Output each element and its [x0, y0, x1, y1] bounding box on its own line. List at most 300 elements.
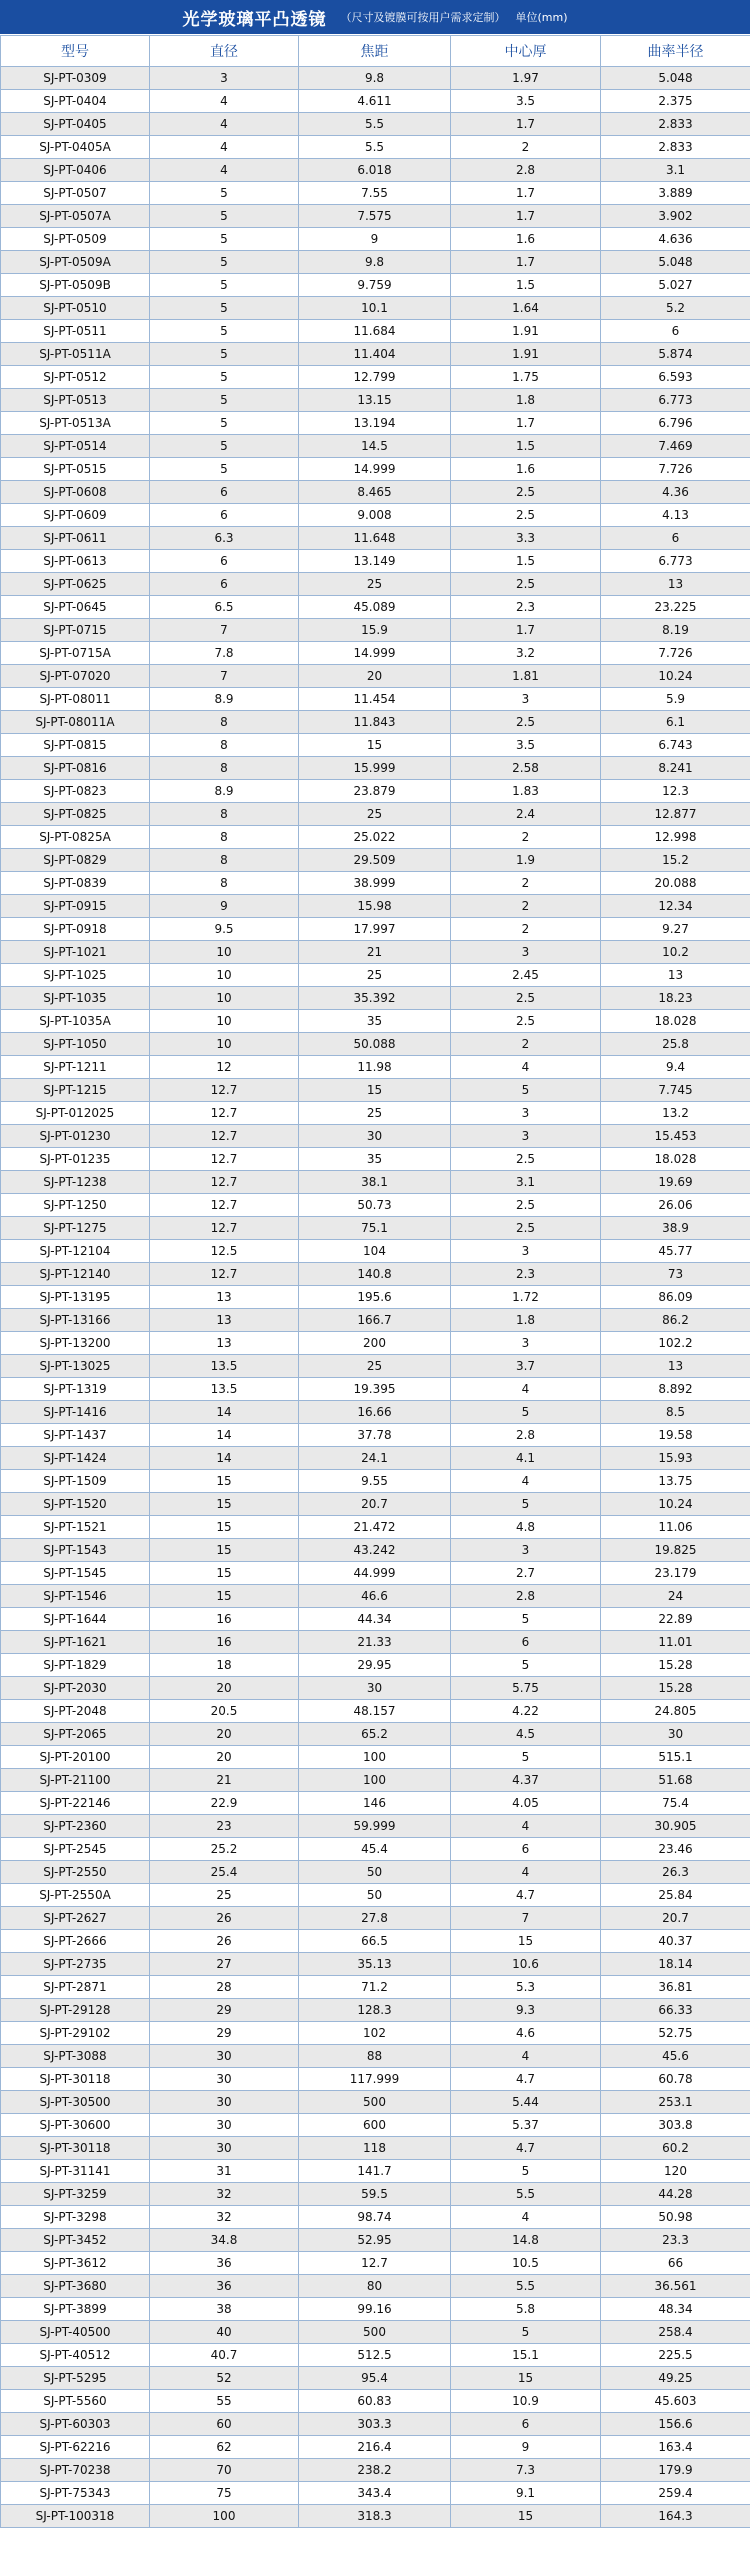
- cell-diameter: 15: [150, 1562, 299, 1585]
- cell-radius: 48.34: [601, 2298, 750, 2321]
- table-row: [1, 941, 750, 964]
- cell-center-thickness: 1.97: [451, 67, 601, 90]
- table-row: [1, 1654, 750, 1677]
- cell-focal-length: 9.8: [299, 251, 451, 274]
- title-bar: [0, 0, 750, 35]
- cell-model: SJ-PT-1829: [1, 1654, 150, 1677]
- cell-diameter: 75: [150, 2482, 299, 2505]
- cell-focal-length: 44.34: [299, 1608, 451, 1631]
- cell-focal-length: 9.55: [299, 1470, 451, 1493]
- table-row: [1, 1401, 750, 1424]
- table-row: [1, 1792, 750, 1815]
- cell-center-thickness: 3.3: [451, 527, 601, 550]
- cell-center-thickness: 2.8: [451, 1585, 601, 1608]
- cell-diameter: 5: [150, 274, 299, 297]
- cell-center-thickness: 9.1: [451, 2482, 601, 2505]
- cell-model: SJ-PT-62216: [1, 2436, 150, 2459]
- cell-radius: 10.24: [601, 665, 750, 688]
- cell-model: SJ-PT-01230: [1, 1125, 150, 1148]
- cell-diameter: 12.7: [150, 1148, 299, 1171]
- cell-center-thickness: 1.64: [451, 297, 601, 320]
- cell-model: SJ-PT-2545: [1, 1838, 150, 1861]
- cell-model: SJ-PT-5295: [1, 2367, 150, 2390]
- cell-focal-length: 88: [299, 2045, 451, 2068]
- cell-center-thickness: 1.81: [451, 665, 601, 688]
- cell-focal-length: 6.018: [299, 159, 451, 182]
- cell-center-thickness: 2.5: [451, 987, 601, 1010]
- cell-model: SJ-PT-0404: [1, 90, 150, 113]
- cell-radius: 8.892: [601, 1378, 750, 1401]
- cell-center-thickness: 3: [451, 1539, 601, 1562]
- cell-center-thickness: 10.9: [451, 2390, 601, 2413]
- cell-radius: 73: [601, 1263, 750, 1286]
- cell-center-thickness: 4.22: [451, 1700, 601, 1723]
- cell-focal-length: 37.78: [299, 1424, 451, 1447]
- cell-model: SJ-PT-21100: [1, 1769, 150, 1792]
- cell-center-thickness: 1.83: [451, 780, 601, 803]
- table-row: [1, 1769, 750, 1792]
- cell-focal-length: 95.4: [299, 2367, 451, 2390]
- cell-focal-length: 44.999: [299, 1562, 451, 1585]
- cell-radius: 36.81: [601, 1976, 750, 1999]
- cell-radius: 18.23: [601, 987, 750, 1010]
- cell-radius: 13: [601, 964, 750, 987]
- cell-diameter: 15: [150, 1470, 299, 1493]
- table-row: [1, 665, 750, 688]
- cell-center-thickness: 2.5: [451, 481, 601, 504]
- table-row: [1, 297, 750, 320]
- table-row: [1, 619, 750, 642]
- cell-radius: 253.1: [601, 2091, 750, 2114]
- cell-diameter: 12.7: [150, 1125, 299, 1148]
- cell-focal-length: 343.4: [299, 2482, 451, 2505]
- cell-diameter: 15: [150, 1493, 299, 1516]
- cell-focal-length: 21: [299, 941, 451, 964]
- cell-radius: 163.4: [601, 2436, 750, 2459]
- table-row: [1, 1033, 750, 1056]
- cell-model: SJ-PT-1437: [1, 1424, 150, 1447]
- cell-diameter: 40: [150, 2321, 299, 2344]
- cell-focal-length: 43.242: [299, 1539, 451, 1562]
- cell-center-thickness: 4.05: [451, 1792, 601, 1815]
- cell-radius: 45.603: [601, 2390, 750, 2413]
- cell-radius: 60.2: [601, 2137, 750, 2160]
- table-row: [1, 90, 750, 113]
- cell-center-thickness: 1.7: [451, 205, 601, 228]
- table-row: [1, 205, 750, 228]
- cell-model: SJ-PT-20100: [1, 1746, 150, 1769]
- cell-model: SJ-PT-0715A: [1, 642, 150, 665]
- cell-focal-length: 4.611: [299, 90, 451, 113]
- cell-diameter: 12.7: [150, 1194, 299, 1217]
- cell-center-thickness: 2.3: [451, 596, 601, 619]
- cell-diameter: 26: [150, 1930, 299, 1953]
- table-row: [1, 1378, 750, 1401]
- cell-focal-length: 303.3: [299, 2413, 451, 2436]
- cell-radius: 18.14: [601, 1953, 750, 1976]
- cell-radius: 10.2: [601, 941, 750, 964]
- cell-model: SJ-PT-1025: [1, 964, 150, 987]
- table-row: [1, 389, 750, 412]
- cell-model: SJ-PT-12140: [1, 1263, 150, 1286]
- cell-diameter: 16: [150, 1631, 299, 1654]
- cell-model: SJ-PT-0309: [1, 67, 150, 90]
- cell-radius: 303.8: [601, 2114, 750, 2137]
- cell-radius: 13.75: [601, 1470, 750, 1493]
- cell-center-thickness: 1.7: [451, 251, 601, 274]
- cell-model: SJ-PT-0510: [1, 297, 150, 320]
- table-row: [1, 596, 750, 619]
- cell-model: SJ-PT-13200: [1, 1332, 150, 1355]
- cell-center-thickness: 3: [451, 941, 601, 964]
- cell-diameter: 6: [150, 481, 299, 504]
- cell-center-thickness: 4.7: [451, 2068, 601, 2091]
- table-row: [1, 1539, 750, 1562]
- table-row: [1, 2298, 750, 2321]
- cell-diameter: 13.5: [150, 1378, 299, 1401]
- cell-diameter: 34.8: [150, 2229, 299, 2252]
- cell-model: SJ-PT-3298: [1, 2206, 150, 2229]
- cell-diameter: 27: [150, 1953, 299, 1976]
- cell-diameter: 28: [150, 1976, 299, 1999]
- cell-focal-length: 500: [299, 2091, 451, 2114]
- cell-center-thickness: 7.3: [451, 2459, 601, 2482]
- cell-focal-length: 128.3: [299, 1999, 451, 2022]
- cell-diameter: 55: [150, 2390, 299, 2413]
- cell-radius: 22.89: [601, 1608, 750, 1631]
- cell-center-thickness: 9: [451, 2436, 601, 2459]
- table-row: [1, 688, 750, 711]
- cell-center-thickness: 2.58: [451, 757, 601, 780]
- cell-model: SJ-PT-2735: [1, 1953, 150, 1976]
- cell-diameter: 18: [150, 1654, 299, 1677]
- cell-diameter: 20: [150, 1746, 299, 1769]
- cell-diameter: 14: [150, 1447, 299, 1470]
- cell-model: SJ-PT-29102: [1, 2022, 150, 2045]
- table-row: [1, 1976, 750, 1999]
- cell-focal-length: 11.98: [299, 1056, 451, 1079]
- table-row: [1, 136, 750, 159]
- cell-focal-length: 71.2: [299, 1976, 451, 1999]
- table-row: [1, 1125, 750, 1148]
- cell-radius: 5.2: [601, 297, 750, 320]
- table-row: [1, 2160, 750, 2183]
- table-row: [1, 1286, 750, 1309]
- cell-model: SJ-PT-3452: [1, 2229, 150, 2252]
- cell-focal-length: 195.6: [299, 1286, 451, 1309]
- cell-center-thickness: 2.7: [451, 1562, 601, 1585]
- cell-center-thickness: 6: [451, 1838, 601, 1861]
- cell-center-thickness: 3.5: [451, 90, 601, 113]
- column-header-center-thickness: 中心厚: [451, 36, 601, 67]
- table-row: [1, 1907, 750, 1930]
- cell-center-thickness: 4.1: [451, 1447, 601, 1470]
- table-row: [1, 2091, 750, 2114]
- cell-diameter: 20.5: [150, 1700, 299, 1723]
- table-row: [1, 1516, 750, 1539]
- table-row: [1, 2505, 750, 2528]
- cell-radius: 3.889: [601, 182, 750, 205]
- cell-diameter: 8: [150, 849, 299, 872]
- cell-model: SJ-PT-2065: [1, 1723, 150, 1746]
- cell-diameter: 5: [150, 458, 299, 481]
- cell-model: SJ-PT-0816: [1, 757, 150, 780]
- cell-model: SJ-PT-3088: [1, 2045, 150, 2068]
- cell-model: SJ-PT-0825: [1, 803, 150, 826]
- cell-diameter: 5: [150, 205, 299, 228]
- cell-model: SJ-PT-0829: [1, 849, 150, 872]
- table-row: [1, 67, 750, 90]
- cell-focal-length: 7.55: [299, 182, 451, 205]
- cell-model: SJ-PT-1215: [1, 1079, 150, 1102]
- table-row: [1, 734, 750, 757]
- cell-diameter: 38: [150, 2298, 299, 2321]
- table-row: [1, 2390, 750, 2413]
- table-row: [1, 182, 750, 205]
- cell-diameter: 13: [150, 1286, 299, 1309]
- cell-focal-length: 27.8: [299, 1907, 451, 1930]
- cell-focal-length: 100: [299, 1769, 451, 1792]
- table-row: [1, 895, 750, 918]
- cell-diameter: 26: [150, 1907, 299, 1930]
- cell-center-thickness: 4.6: [451, 2022, 601, 2045]
- cell-focal-length: 11.684: [299, 320, 451, 343]
- cell-center-thickness: 10.5: [451, 2252, 601, 2275]
- table-row: [1, 2229, 750, 2252]
- cell-radius: 7.726: [601, 458, 750, 481]
- cell-focal-length: 11.648: [299, 527, 451, 550]
- table-row: [1, 228, 750, 251]
- cell-center-thickness: 2: [451, 918, 601, 941]
- cell-center-thickness: 15: [451, 2505, 601, 2528]
- cell-diameter: 60: [150, 2413, 299, 2436]
- cell-radius: 45.77: [601, 1240, 750, 1263]
- cell-radius: 38.9: [601, 1217, 750, 1240]
- column-header-radius: 曲率半径: [601, 36, 750, 67]
- table-row: [1, 412, 750, 435]
- cell-center-thickness: 2.5: [451, 1010, 601, 1033]
- cell-diameter: 3: [150, 67, 299, 90]
- cell-radius: 12.3: [601, 780, 750, 803]
- cell-diameter: 6: [150, 504, 299, 527]
- cell-radius: 24.805: [601, 1700, 750, 1723]
- cell-focal-length: 75.1: [299, 1217, 451, 1240]
- cell-focal-length: 35: [299, 1010, 451, 1033]
- table-row: [1, 2275, 750, 2298]
- cell-center-thickness: 1.5: [451, 274, 601, 297]
- cell-radius: 6.773: [601, 389, 750, 412]
- cell-radius: 26.06: [601, 1194, 750, 1217]
- table-row: [1, 435, 750, 458]
- table-row: [1, 343, 750, 366]
- cell-model: SJ-PT-31141: [1, 2160, 150, 2183]
- cell-diameter: 8: [150, 826, 299, 849]
- cell-focal-length: 10.1: [299, 297, 451, 320]
- cell-diameter: 16: [150, 1608, 299, 1631]
- cell-model: SJ-PT-0509: [1, 228, 150, 251]
- cell-radius: 515.1: [601, 1746, 750, 1769]
- cell-diameter: 4: [150, 159, 299, 182]
- cell-focal-length: 50: [299, 1884, 451, 1907]
- cell-focal-length: 17.997: [299, 918, 451, 941]
- table-row: [1, 1953, 750, 1976]
- cell-focal-length: 23.879: [299, 780, 451, 803]
- cell-diameter: 25: [150, 1884, 299, 1907]
- cell-diameter: 36: [150, 2275, 299, 2298]
- cell-center-thickness: 2: [451, 872, 601, 895]
- cell-radius: 18.028: [601, 1010, 750, 1033]
- cell-diameter: 7: [150, 619, 299, 642]
- cell-model: SJ-PT-0918: [1, 918, 150, 941]
- cell-focal-length: 21.33: [299, 1631, 451, 1654]
- cell-radius: 11.01: [601, 1631, 750, 1654]
- cell-center-thickness: 15.1: [451, 2344, 601, 2367]
- cell-diameter: 70: [150, 2459, 299, 2482]
- cell-focal-length: 9.759: [299, 274, 451, 297]
- cell-center-thickness: 3: [451, 1125, 601, 1148]
- cell-radius: 30: [601, 1723, 750, 1746]
- cell-model: SJ-PT-0514: [1, 435, 150, 458]
- cell-focal-length: 13.149: [299, 550, 451, 573]
- cell-focal-length: 25: [299, 1355, 451, 1378]
- cell-center-thickness: 1.7: [451, 113, 601, 136]
- cell-focal-length: 80: [299, 2275, 451, 2298]
- cell-focal-length: 500: [299, 2321, 451, 2344]
- table-row: [1, 2321, 750, 2344]
- cell-model: SJ-PT-1319: [1, 1378, 150, 1401]
- table-row: [1, 113, 750, 136]
- cell-center-thickness: 3.2: [451, 642, 601, 665]
- cell-radius: 5.874: [601, 343, 750, 366]
- cell-focal-length: 45.089: [299, 596, 451, 619]
- cell-diameter: 21: [150, 1769, 299, 1792]
- table-row: [1, 1148, 750, 1171]
- table-row: [1, 1447, 750, 1470]
- cell-focal-length: 48.157: [299, 1700, 451, 1723]
- cell-model: SJ-PT-1250: [1, 1194, 150, 1217]
- cell-focal-length: 7.575: [299, 205, 451, 228]
- cell-radius: 44.28: [601, 2183, 750, 2206]
- cell-focal-length: 60.83: [299, 2390, 451, 2413]
- cell-model: SJ-PT-0915: [1, 895, 150, 918]
- cell-radius: 9.27: [601, 918, 750, 941]
- table-row: [1, 964, 750, 987]
- cell-focal-length: 14.999: [299, 458, 451, 481]
- table-row: [1, 872, 750, 895]
- cell-model: SJ-PT-3259: [1, 2183, 150, 2206]
- cell-diameter: 12: [150, 1056, 299, 1079]
- cell-model: SJ-PT-1416: [1, 1401, 150, 1424]
- cell-focal-length: 14.999: [299, 642, 451, 665]
- cell-center-thickness: 1.5: [451, 435, 601, 458]
- cell-model: SJ-PT-2871: [1, 1976, 150, 1999]
- lens-spec-table: [0, 35, 750, 2528]
- cell-diameter: 5: [150, 297, 299, 320]
- table-row: [1, 1332, 750, 1355]
- cell-diameter: 30: [150, 2137, 299, 2160]
- cell-model: SJ-PT-1021: [1, 941, 150, 964]
- cell-radius: 13: [601, 573, 750, 596]
- cell-diameter: 5: [150, 228, 299, 251]
- table-row: [1, 1493, 750, 1516]
- cell-focal-length: 15: [299, 1079, 451, 1102]
- cell-radius: 20.088: [601, 872, 750, 895]
- cell-center-thickness: 4: [451, 1056, 601, 1079]
- cell-center-thickness: 4: [451, 2206, 601, 2229]
- cell-focal-length: 8.465: [299, 481, 451, 504]
- cell-model: SJ-PT-22146: [1, 1792, 150, 1815]
- cell-model: SJ-PT-30118: [1, 2068, 150, 2091]
- cell-focal-length: 45.4: [299, 1838, 451, 1861]
- table-row: [1, 918, 750, 941]
- cell-center-thickness: 3: [451, 688, 601, 711]
- cell-radius: 4.636: [601, 228, 750, 251]
- table-row: [1, 573, 750, 596]
- column-header-diameter: 直径: [150, 36, 299, 67]
- cell-radius: 66: [601, 2252, 750, 2275]
- table-row: [1, 2367, 750, 2390]
- table-row: [1, 2413, 750, 2436]
- cell-diameter: 15: [150, 1516, 299, 1539]
- cell-diameter: 14: [150, 1401, 299, 1424]
- cell-model: SJ-PT-0507A: [1, 205, 150, 228]
- cell-diameter: 8.9: [150, 688, 299, 711]
- cell-diameter: 5: [150, 251, 299, 274]
- cell-focal-length: 65.2: [299, 1723, 451, 1746]
- cell-radius: 26.3: [601, 1861, 750, 1884]
- cell-radius: 49.25: [601, 2367, 750, 2390]
- cell-center-thickness: 1.8: [451, 389, 601, 412]
- cell-focal-length: 5.5: [299, 113, 451, 136]
- table-row: [1, 1079, 750, 1102]
- cell-model: SJ-PT-0839: [1, 872, 150, 895]
- cell-model: SJ-PT-0715: [1, 619, 150, 642]
- table-row: [1, 1700, 750, 1723]
- cell-focal-length: 200: [299, 1332, 451, 1355]
- cell-model: SJ-PT-0513: [1, 389, 150, 412]
- cell-model: SJ-PT-40500: [1, 2321, 150, 2344]
- cell-radius: 45.6: [601, 2045, 750, 2068]
- cell-model: SJ-PT-100318: [1, 2505, 150, 2528]
- cell-focal-length: 13.15: [299, 389, 451, 412]
- cell-center-thickness: 2: [451, 895, 601, 918]
- cell-radius: 2.375: [601, 90, 750, 113]
- cell-model: SJ-PT-0645: [1, 596, 150, 619]
- cell-diameter: 10: [150, 1033, 299, 1056]
- cell-focal-length: 140.8: [299, 1263, 451, 1286]
- cell-diameter: 29: [150, 2022, 299, 2045]
- cell-focal-length: 99.16: [299, 2298, 451, 2321]
- cell-radius: 25.8: [601, 1033, 750, 1056]
- cell-diameter: 12.7: [150, 1102, 299, 1125]
- cell-diameter: 8.9: [150, 780, 299, 803]
- cell-model: SJ-PT-29128: [1, 1999, 150, 2022]
- cell-focal-length: 20.7: [299, 1493, 451, 1516]
- cell-diameter: 10: [150, 1010, 299, 1033]
- cell-radius: 12.877: [601, 803, 750, 826]
- table-row: [1, 2344, 750, 2367]
- cell-model: SJ-PT-1050: [1, 1033, 150, 1056]
- cell-focal-length: 25.022: [299, 826, 451, 849]
- cell-center-thickness: 2.5: [451, 1217, 601, 1240]
- cell-focal-length: 35.13: [299, 1953, 451, 1976]
- cell-radius: 50.98: [601, 2206, 750, 2229]
- table-row: [1, 1631, 750, 1654]
- cell-radius: 6.743: [601, 734, 750, 757]
- cell-diameter: 6.5: [150, 596, 299, 619]
- cell-diameter: 12.7: [150, 1079, 299, 1102]
- cell-radius: 2.833: [601, 136, 750, 159]
